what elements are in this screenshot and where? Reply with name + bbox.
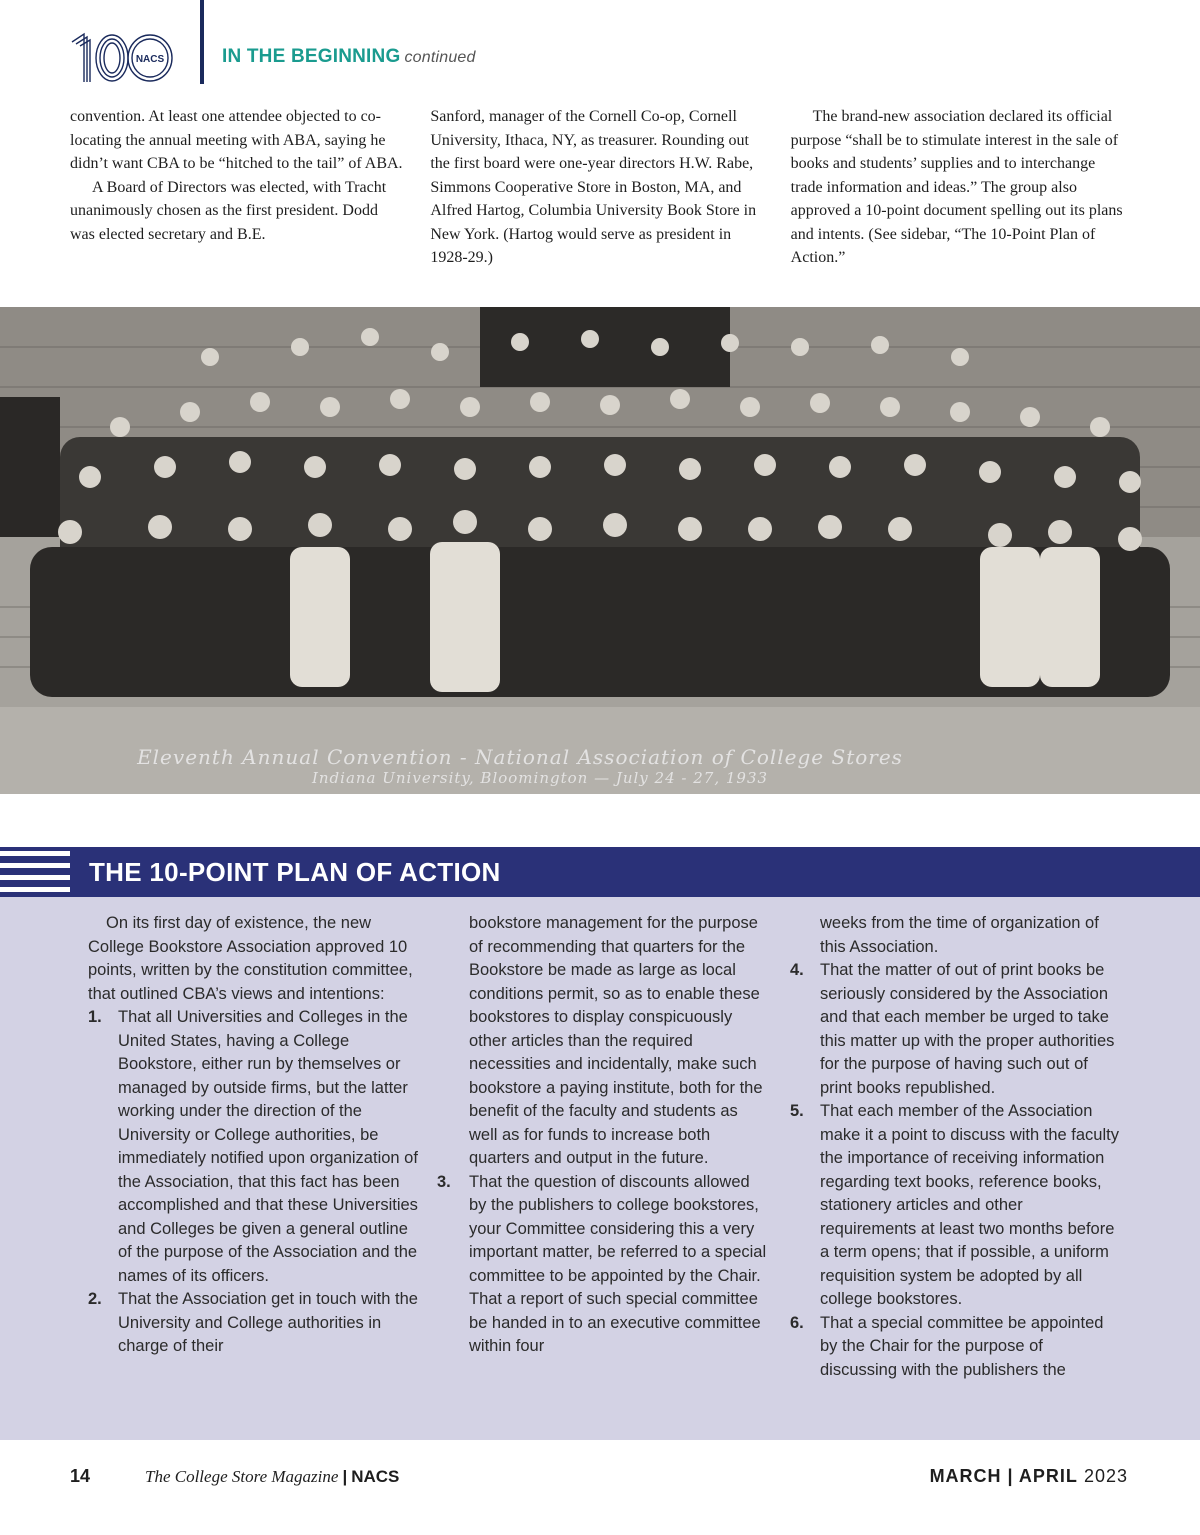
article-columns: [70, 105, 1125, 270]
plan-item-2-continued: bookstore management for the purpose of recommending that quarters for the Bookstore be made as large as local conditions permit, so as to enable these bookstores to display conspicuously other articles than the required necessities and incidentally, make such bookstore a paying institute, both for the benefit of the faculty and students as well as for funds to increase both quarters and output in the future.: [469, 914, 763, 1167]
section-title: IN THE BEGINNING: [222, 46, 401, 67]
sidebar-column-1: [88, 912, 418, 1382]
article-paragraph: A Board of Directors was elected, with Tracht unanimously chosen as the first president. Dodd was elected secretary and B.E.: [70, 178, 387, 243]
magazine-credit: [145, 1467, 399, 1487]
footer-separator: |: [342, 1467, 348, 1486]
sidebar-columns: [88, 912, 1128, 1382]
plan-item-number: 5.: [790, 1102, 804, 1120]
issue-date: [930, 1466, 1128, 1487]
plan-item-number: 2.: [88, 1290, 102, 1308]
issue-months: MARCH | APRIL: [929, 1466, 1078, 1486]
magazine-name: The College Store Magazine: [145, 1467, 339, 1486]
issue-year: 2023: [1083, 1466, 1128, 1486]
article-paragraph: The brand-new association declared its official purpose “shall be to stimulate interest in the sale of books and students’ supplies and to interchange trade information and ideas.” The group also approved a 10-point document spelling out its plans and intents. (See sidebar, “The 10-Point Plan of Action.”: [790, 108, 1123, 266]
stripes-icon: [0, 851, 70, 893]
article-paragraph: Sanford, manager of the Cornell Co-op, Cornell University, Ithaca, NY, as treasurer. Rounding out the first board were one-year directors H.W. Rabe, Simmons Cooperative Store in Boston, MA, and Alfred Hartog, Columbia University Book Store in New York. (Hartog would serve as president in 1928-29.): [430, 108, 757, 266]
plan-item-number: 4.: [790, 961, 804, 979]
svg-text:NACS: NACS: [135, 54, 165, 65]
plan-item-text: That the question of discounts allowed by the publishers to college bookstores, your Committee considering this a very important matter, be referred to a special committee to be appointed by the Chair. That a report of such special committee be handed in to an executive committee within four: [469, 1172, 767, 1355]
plan-item-number: 3.: [437, 1172, 451, 1191]
plan-item-text: That the matter of out of print books be seriously considered by the Association and that each member be urged to take this matter up with the proper authorities for the purpose of having such out of print books republished.: [820, 961, 1115, 1097]
header-divider: [200, 0, 204, 84]
plan-item-5: [790, 1100, 1120, 1312]
plan-item-text: That all Universities and Colleges in the United States, having a College Bookstore, either run by themselves or managed by outside firms, but the latter working under the direction of the University or College authorities, be immediately notified upon organization of the Association, that this fact has been accomplished and that these Universities and Colleges be given a general outline of the purpose of the Association and the names of its officers.: [118, 1008, 418, 1285]
photo-caption-line-2: Indiana University, Bloomington — July 24 - 27, 1933: [311, 769, 769, 787]
plan-item-1: [88, 1006, 418, 1288]
plan-item-6: [790, 1312, 1120, 1383]
plan-item-text: That a special committee be appointed by the Chair for the purpose of discussing with the publishers the: [820, 1313, 1104, 1379]
sidebar-intro: On its first day of existence, the new College Bookstore Association approved 10 points, written by the constitution committee, that outlined CBA’s views and intentions:: [88, 914, 413, 1003]
article-paragraph: convention. At least one attendee objected to co-locating the annual meeting with ABA, saying he didn’t want CBA to be “hitched to the tail” of ABA.: [70, 108, 403, 172]
footer-org: NACS: [351, 1467, 400, 1486]
plan-item-number: 6.: [790, 1313, 804, 1332]
article-column-1: [70, 105, 404, 270]
section-continued: continued: [404, 49, 476, 66]
plan-item-4: [790, 959, 1120, 1100]
section-label: [222, 46, 476, 68]
plan-item-text: That each member of the Association make it a point to discuss with the faculty the importance of receiving information regarding text books, reference books, stationery articles and other requirements at least two months before a term opens; that if possible, a uniform requisition system be adopted by all college bookstores.: [820, 1102, 1119, 1308]
plan-item-number: 1.: [88, 1008, 102, 1026]
plan-item-3-continued: weeks from the time of organization of this Association.: [820, 914, 1099, 956]
nacs-100-logo: [70, 30, 180, 86]
plan-item-text: That the Association get in touch with the University and College authorities in charge of their: [118, 1290, 418, 1355]
page-footer: [70, 1466, 1128, 1492]
convention-group-photo: [0, 307, 1200, 794]
page-number: 14: [70, 1466, 91, 1486]
photo-caption-line-1: Eleventh Annual Convention - National Association of College Stores: [137, 745, 903, 769]
plan-item-2: [88, 1288, 418, 1359]
article-column-2: [430, 105, 764, 270]
sidebar-column-3: [790, 912, 1120, 1382]
sidebar-title: THE 10-POINT PLAN OF ACTION: [89, 857, 501, 887]
plan-item-3: [439, 1171, 769, 1359]
sidebar-column-2: [439, 912, 769, 1382]
article-column-3: [791, 105, 1125, 270]
